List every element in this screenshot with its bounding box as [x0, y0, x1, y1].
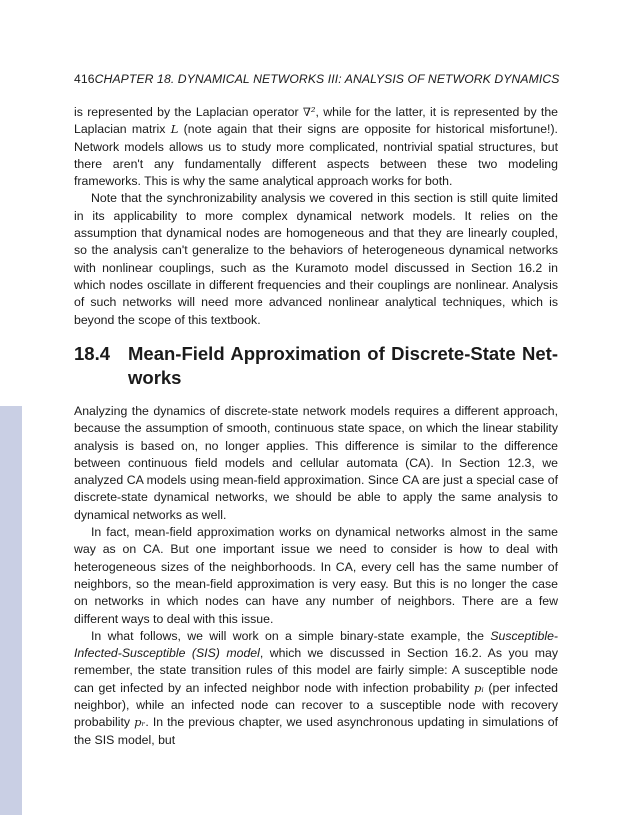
- text: , which we discussed in Section 16.2. As you may remember, the state transition rules of this model are fairly simple: A susceptible node can get infected by an infected neighbor node with infection probability: [74, 646, 559, 695]
- text: , while for the latter, it is represented by the Laplacian matrix: [74, 105, 558, 137]
- text: (per infected neighbor), while an infected node can recover to a susceptible node with recovery probability: [74, 680, 558, 730]
- math-recovery-probability: pᵣ: [134, 715, 146, 730]
- math-laplacian-matrix: L: [170, 122, 179, 137]
- section-title-line1: Mean-Field Approximation of Discrete-State Net-: [128, 343, 558, 364]
- text: . In the previous chapter, we used asynchronous updating in simulations of the SIS model, but: [74, 715, 558, 747]
- page-number: 416: [74, 72, 95, 86]
- math-laplacian-operator: ∇²: [302, 105, 316, 119]
- paragraph-3: Analyzing the dynamics of discrete-state network models requires a different approach, because the assumption of smooth, continuous state space, on which the linear stability analysis is based on, no longer applies. This difference is similar to the difference between continuous field models and cellular automata (CA). In Section 12.3, we analyzed CA models using mean-field approximation. Since CA are just a special case of discrete-state dynamical networks, we should be able to apply the same analysis to dynamical networks as well.: [74, 404, 558, 522]
- paragraph-1: [74, 104, 558, 190]
- running-header: [74, 72, 564, 86]
- text-block-section: [74, 403, 558, 749]
- math-infection-probability: pᵢ: [474, 680, 484, 695]
- paragraph-2: Note that the synchronizability analysis we covered in this section is still quite limited in its applicability to more complex dynamical network models. It relies on the assumption that dynamical nodes are homogeneous and that they are linearly coupled, so the analysis can't generalize to the behaviors of heterogeneous dynamical networks with nonlinear couplings, such as the Kuramoto model discussed in Section 16.2 in which nodes oscillate in different frequencies and their couplings are nonlinear. Analysis of such networks will need more advanced nonlinear analytical techniques, which is beyond the scope of this textbook.: [74, 191, 558, 327]
- text: (note again that their signs are opposite for historical misfortune!). Network models allows us to study more complicated, nontrivial spatial structures, but there aren't any fundamentally different aspects between these two modeling frameworks. This is why the same analytical approach works for both.: [74, 122, 558, 189]
- running-title: CHAPTER 18. DYNAMICAL NETWORKS III: ANALYSIS OF NETWORK DYNAMICS: [94, 72, 560, 86]
- section-number: 18.4: [74, 343, 111, 364]
- side-margin-bar: [0, 406, 22, 815]
- paragraph-4: In fact, mean-field approximation works on dynamical networks almost in the same way as on CA. But one important issue we need to consider is how to deal with heterogeneous sizes of the neighborhoods. In CA, every cell has the same number of neighbors, so the mean-field approximation is very easy. But this is no longer the case on networks in which nodes can have any number of neighbors. There are a few different ways to deal with this issue.: [74, 525, 558, 626]
- emphasis-sis-model: Susceptible-Infected-Susceptible (SIS) model: [74, 628, 558, 661]
- text-block-top: [74, 104, 558, 329]
- text: In what follows, we will work on a simple binary-state example, the: [91, 628, 491, 643]
- section-heading: [74, 342, 558, 390]
- paragraph-5: [74, 628, 558, 749]
- text: is represented by the Laplacian operator: [74, 105, 303, 119]
- section-title-line2: works: [128, 367, 182, 388]
